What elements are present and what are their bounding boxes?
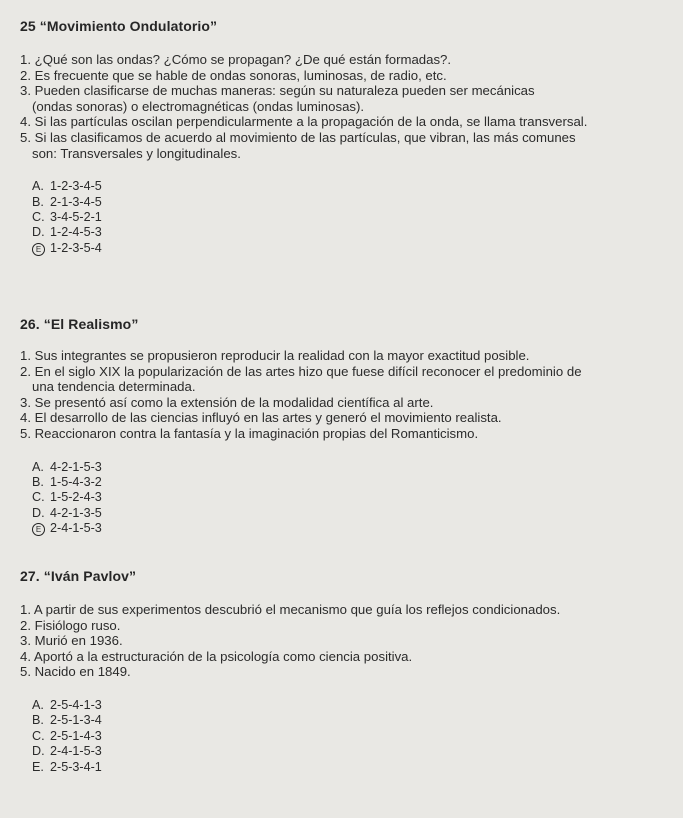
- option-text: 2-5-1-4-3: [50, 728, 102, 743]
- statement: 5. Si las clasificamos de acuerdo al movimiento de las partículas, que vibran, las más comunes: [20, 129, 576, 145]
- question-25-statements: [20, 52, 683, 161]
- statement-continuation: una tendencia determinada.: [32, 379, 196, 395]
- statement: 4. El desarrollo de las ciencias influyó en las artes y generó el movimiento realista.: [20, 410, 502, 426]
- statement-continuation: (ondas sonoras) o electromagnéticas (ondas luminosas).: [32, 98, 365, 114]
- statement: 1. A partir de sus experimentos descubrió el mecanismo que guía los reflejos condicionados.: [20, 602, 561, 617]
- option-text: 2-5-3-4-1: [50, 759, 102, 774]
- option-a[interactable]: [32, 460, 683, 475]
- option-letter: A.: [32, 459, 44, 474]
- option-text: 2-5-4-1-3: [50, 697, 102, 712]
- option-a[interactable]: [32, 698, 683, 713]
- question-26-statements: [20, 348, 683, 442]
- statement: 3. Se presentó así como la extensión de la modalidad científica al arte.: [20, 394, 434, 410]
- option-c[interactable]: [32, 490, 683, 505]
- option-text: 1-2-3-4-5: [50, 179, 102, 194]
- option-letter: B.: [32, 713, 44, 728]
- statement: 1. Sus integrantes se propusieron reproducir la realidad con la mayor exactitud posible.: [20, 348, 530, 363]
- statement: 3. Pueden clasificarse de muchas maneras: según su naturaleza pueden ser mecánicas: [20, 83, 535, 99]
- statement: 5. Nacido en 1849.: [20, 664, 131, 680]
- option-text: 2-1-3-4-5: [50, 194, 102, 209]
- statement: 2. Fisiólogo ruso.: [20, 617, 121, 633]
- option-e[interactable]: [32, 760, 683, 775]
- option-text: 2-4-1-5-3: [50, 521, 102, 536]
- statement: 5. Reaccionaron contra la fantasía y la imaginación propias del Romanticismo.: [20, 425, 479, 441]
- option-letter: B.: [32, 474, 44, 489]
- option-b[interactable]: [32, 475, 683, 490]
- question-25-title: 25 “Movimiento Ondulatorio”: [20, 18, 218, 34]
- option-text: 2-4-1-5-3: [50, 744, 102, 759]
- option-a[interactable]: [32, 179, 683, 194]
- statement: 3. Murió en 1936.: [20, 633, 123, 649]
- option-e-selected[interactable]: [32, 521, 683, 536]
- option-letter: A.: [32, 697, 44, 712]
- statement: 4. Si las partículas oscilan perpendicularmente a la propagación de la onda, se llama transversal.: [20, 114, 588, 130]
- question-27-statements: [20, 602, 683, 680]
- statement: 2. Es frecuente que se hable de ondas sonoras, luminosas, de radio, etc.: [20, 67, 447, 83]
- question-27: [20, 568, 683, 775]
- question-26-options: [32, 460, 683, 537]
- option-text: 1-2-3-5-4: [50, 240, 102, 255]
- option-text: 3-4-5-2-1: [50, 209, 102, 224]
- option-letter: C.: [32, 490, 45, 505]
- option-b[interactable]: [32, 195, 683, 210]
- option-text: 2-5-1-3-4: [50, 713, 102, 728]
- option-letter: B.: [32, 194, 44, 209]
- option-c[interactable]: [32, 210, 683, 225]
- question-27-title: 27. “Iván Pavlov”: [20, 568, 137, 584]
- option-text: 1-5-4-3-2: [50, 474, 102, 489]
- circled-answer-icon: E: [32, 243, 45, 256]
- option-d[interactable]: [32, 506, 683, 521]
- option-c[interactable]: [32, 729, 683, 744]
- option-e-selected[interactable]: [32, 241, 683, 256]
- option-letter: C.: [32, 209, 45, 224]
- question-25: [20, 18, 683, 256]
- option-letter: D.: [32, 505, 45, 520]
- option-text: 1-5-2-4-3: [50, 490, 102, 505]
- option-letter: D.: [32, 225, 45, 240]
- question-25-options: [32, 179, 683, 256]
- statement: 4. Aportó a la estructuración de la psicología como ciencia positiva.: [20, 648, 413, 664]
- question-26: [20, 316, 683, 537]
- circled-answer-icon: E: [32, 523, 45, 536]
- option-text: 4-2-1-3-5: [50, 505, 102, 520]
- option-letter: C.: [32, 728, 45, 743]
- option-text: 1-2-4-5-3: [50, 225, 102, 240]
- statement: 1. ¿Qué son las ondas? ¿Cómo se propagan? ¿De qué están formadas?.: [20, 52, 452, 67]
- option-letter: A.: [32, 179, 44, 194]
- statement-continuation: son: Transversales y longitudinales.: [32, 145, 241, 161]
- question-26-title: 26. “El Realismo”: [20, 316, 139, 332]
- option-letter: D.: [32, 744, 45, 759]
- option-letter: E.: [32, 759, 44, 774]
- question-27-options: [32, 698, 683, 775]
- option-b[interactable]: [32, 713, 683, 728]
- option-d[interactable]: [32, 225, 683, 240]
- statement: 2. En el siglo XIX la popularización de las artes hizo que fuese difícil reconocer el predominio de: [20, 363, 582, 379]
- option-d[interactable]: [32, 744, 683, 759]
- option-text: 4-2-1-5-3: [50, 459, 102, 474]
